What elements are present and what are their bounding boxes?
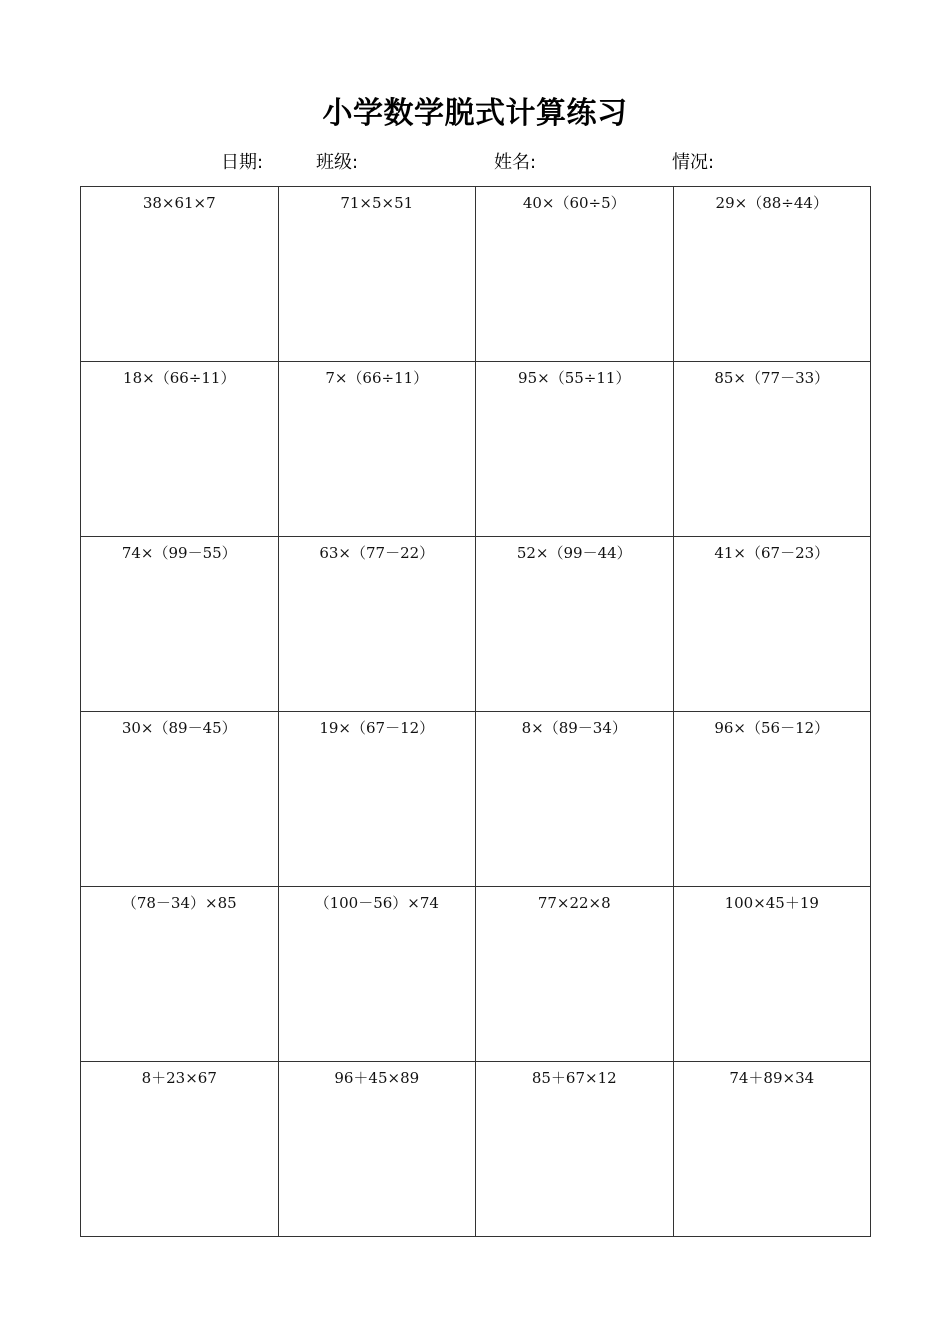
problem-cell <box>278 887 476 1062</box>
problem-cell <box>673 887 871 1062</box>
problem-cell <box>81 712 279 887</box>
problem-cell <box>673 1062 871 1237</box>
name-label: 姓名: <box>494 152 537 173</box>
problem-expression: 38×61×7 <box>142 194 216 212</box>
problem-cell <box>81 362 279 537</box>
class-label: 班级: <box>316 152 359 173</box>
problem-expression: 96×（56－12） <box>714 719 830 737</box>
problem-row <box>81 712 871 887</box>
problem-cell <box>278 187 476 362</box>
problem-expression: 30×（89－45） <box>121 719 237 737</box>
problem-expression: 95×（55÷11） <box>518 369 631 387</box>
date-label: 日期: <box>221 152 264 173</box>
problem-row <box>81 887 871 1062</box>
problem-cell <box>278 1062 476 1237</box>
problem-cell <box>673 362 871 537</box>
problem-cell <box>476 362 674 537</box>
problem-expression: 8×（89－34） <box>521 719 627 737</box>
problem-cell <box>278 712 476 887</box>
problem-cell <box>476 537 674 712</box>
problem-expression: 85×（77－33） <box>714 369 830 387</box>
status-label: 情况: <box>672 152 715 173</box>
problem-expression: 85＋67×12 <box>531 1069 617 1087</box>
problem-expression: 7×（66÷11） <box>325 369 429 387</box>
problem-cell <box>673 712 871 887</box>
problem-cell <box>476 887 674 1062</box>
problem-expression: 8＋23×67 <box>141 1069 217 1087</box>
problem-expression: 100×45＋19 <box>724 894 819 912</box>
problem-expression: （100－56）×74 <box>314 894 439 912</box>
problem-cell <box>476 187 674 362</box>
problem-expression: 74＋89×34 <box>729 1069 815 1087</box>
problem-expression: 29×（88÷44） <box>715 194 828 212</box>
problem-expression: 96＋45×89 <box>334 1069 420 1087</box>
problem-row <box>81 1062 871 1237</box>
problem-grid <box>80 186 871 1237</box>
problem-expression: 74×（99－55） <box>121 544 237 562</box>
problem-cell <box>278 362 476 537</box>
problem-cell <box>81 887 279 1062</box>
problem-expression: 18×（66÷11） <box>123 369 236 387</box>
problem-expression: 40×（60÷5） <box>522 194 626 212</box>
problem-row <box>81 362 871 537</box>
problem-expression: 19×（67－12） <box>319 719 435 737</box>
problem-row <box>81 187 871 362</box>
problem-expression: 52×（99－44） <box>516 544 632 562</box>
problem-expression: （78－34）×85 <box>121 894 237 912</box>
problem-expression: 71×5×51 <box>340 194 414 212</box>
problem-cell <box>673 187 871 362</box>
problem-cell <box>278 537 476 712</box>
problem-row <box>81 537 871 712</box>
problem-expression: 41×（67－23） <box>714 544 830 562</box>
problem-cell <box>81 537 279 712</box>
problem-expression: 63×（77－22） <box>319 544 435 562</box>
problem-cell <box>81 1062 279 1237</box>
page-title: 小学数学脱式计算练习 <box>322 96 628 131</box>
problem-cell <box>476 1062 674 1237</box>
problem-cell <box>476 712 674 887</box>
problem-cell <box>81 187 279 362</box>
problem-expression: 77×22×8 <box>537 894 611 912</box>
problem-cell <box>673 537 871 712</box>
